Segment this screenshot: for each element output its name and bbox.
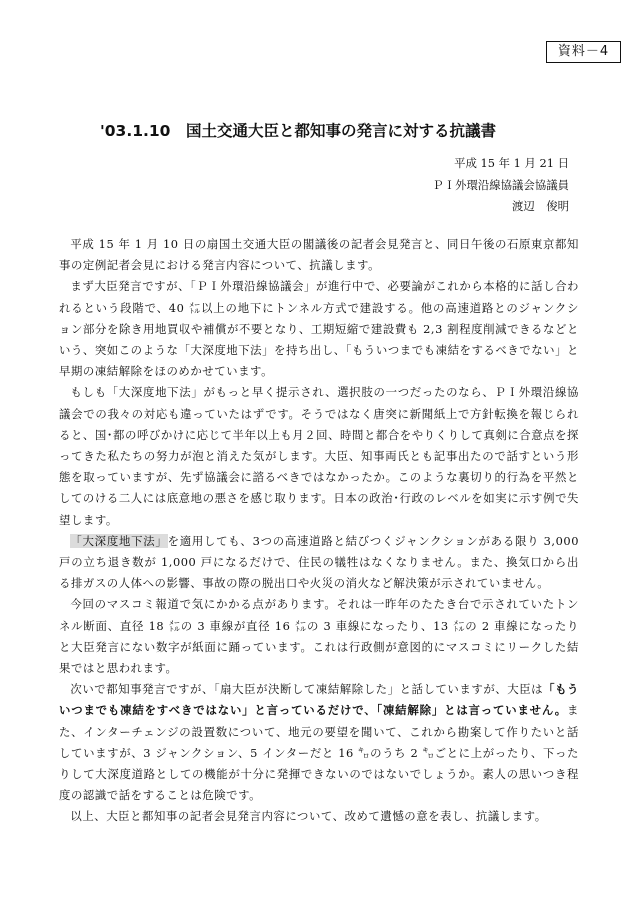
paragraph-1: 平成 15 年 1 月 10 日の扇国土交通大臣の閣議後の記者会見発言と、同日午後の石原東京都知事の定例記者会見における発言内容について、抗議します。 <box>59 237 579 273</box>
author-organization: ＰＩ外環沿線協議会協議員 <box>432 177 569 192</box>
paragraph-3: もしも「大深度地下法」がもっと早く提示され、選択肢の一つだったのなら、ＰＩ外環沿線協議会での我々の対応も違っていたはずです。そうではなく唐突に新聞紙上で方針転換を報じられると、国･都の呼びかけに応じて半年以上も月２回、時間と都合をやりくりして真剣に合意点を探ってきた私たちの努力が泡と消えた気がします。大臣、知事両氏とも記事出たので話すという形態を取っていますが、先ず協議会に諮るべきではなかったか。このような裏切り的行為を平然としてのける二人には底意地の悪さを感じ取ります。日本の政治･行政のレベルを如実に示す例で失望します。 <box>59 385 579 527</box>
document-tag: 資料－4 <box>546 41 621 63</box>
document-meta <box>432 153 569 218</box>
paragraph-6: 次いで都知事発言ですが、「扇大臣が決断して凍結解除した」と話していますが、大臣は「もういつまでも凍結をすべきではない」と言っているだけで、「凍結解除」とは言っていません。また、インターチェンジの設置数について、地元の要望を聞いて、これから勘案して作りたいと話していますが、3 ジャンクション、5 インターだと 16 ㌔のうち 2 ㌔ごとに上がったり、下ったりして大深度道路としての機能が十分に発揮できないのではないでしょうか。素人の思いつき程度の認識で話をすることは危険です。 <box>59 682 579 803</box>
document-title: '03.1.10 国土交通大臣と都知事の発言に対する抗議書 <box>100 122 496 140</box>
author-name: 渡辺 俊明 <box>512 199 569 213</box>
highlighted-term: 「大深度地下法」 <box>70 533 168 548</box>
document-date: 平成 15 年 1 月 21 日 <box>454 156 569 170</box>
document-body <box>59 234 579 828</box>
paragraph-2: まず大臣発言ですが、「ＰＩ外環沿線協議会」が進行中で、必要論がこれから本格的に話し合われるという段階で、40 ㍍以上の地下にトンネル方式で建設する。他の高速道路とのジャンクション部分を除き用地買収や補償が不要となり、工期短縮で建設費も 2,3 割程度削減できるなどという、突如このような「大深度地下法」を持ち出し、「もういつまでも凍結をするべきでない」と早期の凍結解除をほのめかせています。 <box>59 279 579 379</box>
paragraph-5: 今回のマスコミ報道で気にかかる点があります。それは一昨年のたたき台で示されていたトンネル断面、直径 18 ㍍の 3 車線が直径 16 ㍍の 3 車線になったり、13 ㍍の 2 車線になったりと大臣発言にない数字が紙面に踊っています。これは行政側が意図的にマスコミにリークした結果ではと思われます。 <box>59 597 579 676</box>
paragraph-4: 「大深度地下法」を適用しても、3つの高速道路と結びつくジャンクションがある限り 3,000 戸の立ち退き数が 1,000 戸になるだけで、住民の犠牲はなくなりません。また、換気口から出る排ガスの人体への影響、事故の際の脱出口や火災の消火など解決策が示されていません。 <box>59 533 579 591</box>
paragraph-7: 以上、大臣と都知事の記者会見発言内容について、改めて遺憾の意を表し、抗議します。 <box>70 809 547 824</box>
emphasized-text: 「もういつまでも凍結をすべきではない」と言っているだけで、「凍結解除」とは言っていません。 <box>59 682 579 718</box>
